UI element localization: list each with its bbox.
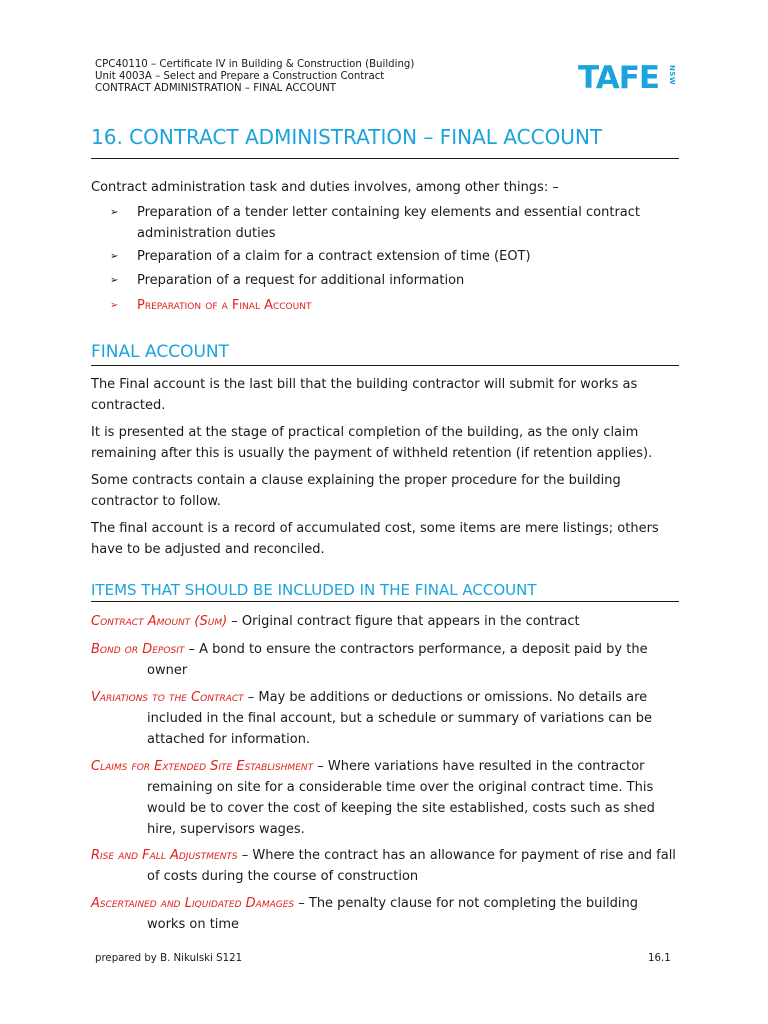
definition-item	[91, 845, 679, 887]
footer-author: prepared by B. Nikulski S121	[95, 953, 243, 964]
arrow-bullet-icon: ➢	[110, 207, 119, 218]
sub-heading: ITEMS THAT SHOULD BE INCLUDED IN THE FINAL ACCOUNT	[91, 580, 679, 602]
paragraph: The Final account is the last bill that the building contractor will submit for works as contracted.	[91, 377, 638, 413]
definition-item	[91, 611, 679, 632]
paragraph: It is presented at the stage of practical completion of the building, as the only claim remaining after this is usually the payment of withheld retention (if retention applies).	[91, 425, 653, 461]
definition-item	[91, 639, 679, 681]
definition-item	[91, 687, 679, 750]
item-term: Bond or Deposit	[91, 642, 185, 657]
item-term: Claims for Extended Site Establishment	[91, 759, 314, 774]
item-desc: – Original contract figure that appears in the contract	[227, 614, 580, 629]
item-desc: – The penalty clause for not completing the building works on time	[147, 896, 638, 932]
arrow-bullet-icon: ➢	[110, 275, 119, 286]
list-item: ➢ Preparation of a request for additional information	[110, 270, 670, 291]
paragraph: The final account is a record of accumulated cost, some items are mere listings; others have to be adjusted and reconciled.	[91, 521, 659, 557]
header-unit: Unit 4003A – Select and Prepare a Construction Contract	[95, 71, 385, 82]
intro-paragraph: Contract administration task and duties involves, among other things: –	[91, 180, 559, 195]
item-desc: – May be additions or deductions or omissions. No details are included in the final account, but a schedule or summary of variations can be attached for information.	[147, 690, 653, 747]
item-desc: – A bond to ensure the contractors performance, a deposit paid by the owner	[147, 642, 648, 678]
definition-item	[91, 756, 679, 840]
item-desc: – Where variations have resulted in the contractor remaining on site for a considerable time over the original contract time. This would be to cover the cost of keeping the site established, costs such as shed hire, supervisors wages.	[147, 759, 655, 837]
list-item: ➢ Preparation of a claim for a contract extension of time (EOT)	[110, 246, 670, 267]
item-term: Ascertained and Liquidated Damages	[91, 896, 295, 911]
paragraph: Some contracts contain a clause explaining the proper procedure for the building contractor to follow.	[91, 473, 621, 509]
list-item: ➢ Preparation of a tender letter containing key elements and essential contract administration duties	[110, 202, 670, 244]
section-heading: FINAL ACCOUNT	[91, 341, 679, 366]
logo-text: TAFE	[578, 60, 660, 96]
page-number: 16.1	[648, 953, 671, 964]
header-course: CPC40110 – Certificate IV in Building & Construction (Building)	[95, 59, 415, 70]
item-term: Contract Amount (Sum)	[91, 614, 228, 629]
tafe-logo	[578, 62, 680, 94]
header-topic: CONTRACT ADMINISTRATION – FINAL ACCOUNT	[95, 83, 336, 94]
logo-nsw: NSW	[668, 65, 676, 86]
item-desc: – Where the contract has an allowance for payment of rise and fall of costs during the course of construction	[147, 848, 676, 884]
item-term: Rise and Fall Adjustments	[91, 848, 238, 863]
list-item-highlighted: ➢ Preparation of a Final Account	[110, 295, 670, 316]
document-header	[95, 59, 414, 95]
definition-item	[91, 893, 679, 935]
item-term: Variations to the Contract	[91, 690, 244, 705]
arrow-bullet-icon: ➢	[110, 251, 119, 262]
arrow-bullet-icon: ➢	[110, 300, 119, 311]
page-title: 16. CONTRACT ADMINISTRATION – FINAL ACCOUNT	[91, 124, 679, 159]
